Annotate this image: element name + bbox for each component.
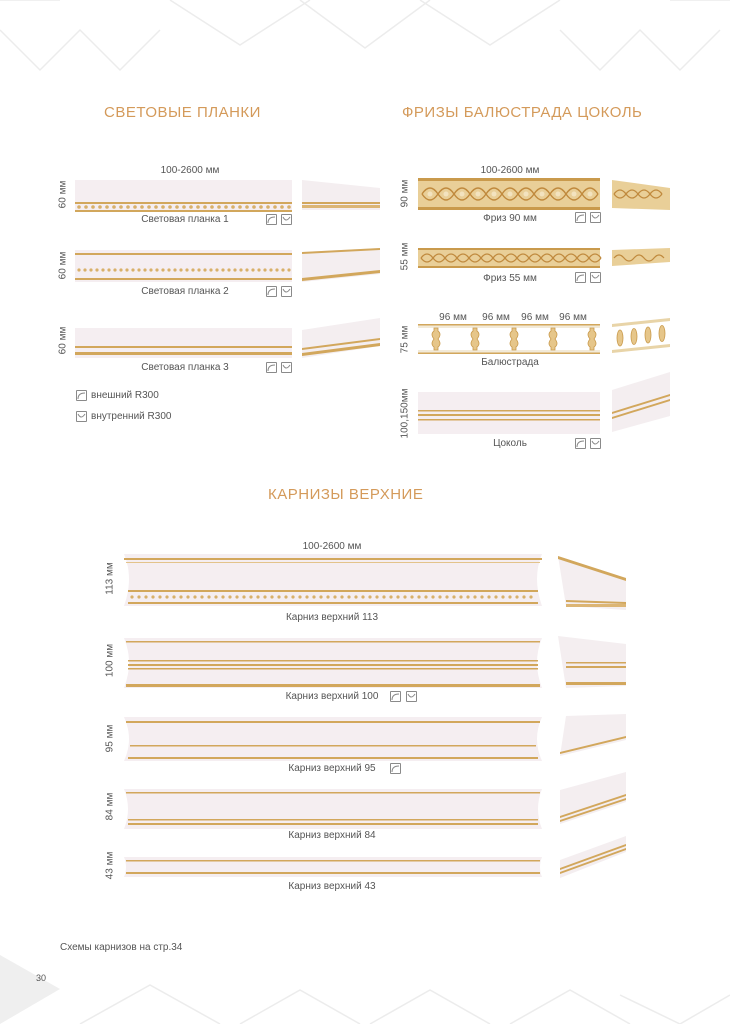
frieze-90-name: Фриз 90 мм (483, 213, 537, 224)
plank-2-height: 60 мм (57, 251, 69, 280)
outer-radius-icon (575, 212, 586, 223)
cornice-84-name: Карниз верхний 84 (288, 830, 376, 841)
plank-3-height: 60 мм (57, 326, 69, 355)
plank-1-name: Световая планка 1 (141, 214, 229, 225)
plank-2-name: Световая планка 2 (141, 286, 229, 297)
plank-2-perspective (302, 248, 380, 282)
cornice-100-image (124, 638, 542, 688)
plank-1-perspective (302, 180, 380, 210)
inner-radius-icon (281, 286, 292, 297)
balustrade-spacing-4: 96 мм (559, 312, 587, 323)
plank-3-image (75, 328, 292, 358)
inner-radius-icon (281, 214, 292, 225)
balustrade-image (418, 324, 600, 354)
cornice-95-perspective (560, 714, 626, 756)
cornice-43-perspective (560, 836, 626, 878)
legend-inner-label: внутренний R300 (91, 411, 172, 423)
frieze-90-height: 90 мм (399, 179, 411, 208)
balustrade-spacing-3: 96 мм (521, 312, 549, 323)
frieze-90-image (418, 178, 600, 210)
cornice-100-height: 100 мм (104, 643, 116, 678)
legend-inner (76, 411, 171, 422)
page-number: 30 (36, 973, 47, 983)
inner-radius-icon (590, 438, 601, 449)
inner-radius-icon (590, 272, 601, 283)
outer-radius-icon (266, 362, 277, 373)
plinth-name: Цоколь (493, 438, 527, 449)
outer-radius-icon (266, 286, 277, 297)
plank-3-name: Световая планка 3 (141, 362, 229, 373)
balustrade-perspective (612, 318, 670, 354)
plank-3-perspective (302, 318, 380, 358)
frieze-55-perspective (612, 248, 670, 268)
balustrade-spacing-2: 96 мм (482, 312, 510, 323)
cornice-43-height: 43 мм (104, 851, 116, 880)
section-title-light-planks: СВЕТОВЫЕ ПЛАНКИ (104, 104, 261, 121)
inner-radius-icon (76, 411, 87, 422)
plinth-height: 100,150мм (399, 388, 411, 439)
cornice-84-image (124, 789, 542, 829)
cornice-84-height: 84 мм (104, 792, 116, 821)
inner-radius-icon (406, 691, 417, 702)
cornice-43-image (124, 857, 542, 877)
cornice-95-name: Карниз верхний 95 (288, 763, 376, 774)
plinth-image (418, 392, 600, 434)
legend-outer-label: внешний R300 (91, 390, 159, 402)
cornice-43-name: Карниз верхний 43 (288, 881, 376, 892)
balustrade-height: 75 мм (399, 325, 411, 354)
outer-radius-icon (390, 763, 401, 774)
cornice-113-image (124, 554, 542, 606)
frieze-55-name: Фриз 55 мм (483, 273, 537, 284)
inner-radius-icon (590, 212, 601, 223)
cornice-84-perspective (560, 772, 626, 824)
background-pattern-top (0, 0, 730, 80)
frieze-55-image (418, 248, 600, 268)
plank-1-image (75, 180, 292, 212)
cornice-113-height: 113 мм (104, 562, 116, 595)
plank-1-height: 60 мм (57, 180, 69, 209)
cornice-113-name: Карниз верхний 113 (285, 612, 379, 623)
background-pattern-bottom (0, 955, 730, 1024)
cornice-95-height: 95 мм (104, 724, 116, 753)
footer-note: Схемы карнизов на стр.34 (60, 942, 183, 953)
cornice-113-perspective (558, 556, 626, 610)
frieze-55-height: 55 мм (399, 242, 411, 271)
plank-2-image (75, 250, 292, 282)
plank-length-label: 100-2600 мм (160, 165, 220, 176)
outer-radius-icon (390, 691, 401, 702)
outer-radius-icon (76, 390, 87, 401)
balustrade-name: Балюстрада (481, 357, 539, 368)
plinth-perspective (612, 372, 670, 432)
cornice-100-name: Карниз верхний 100 (285, 691, 379, 702)
outer-radius-icon (575, 272, 586, 283)
section-title-friezes: ФРИЗЫ БАЛЮСТРАДА ЦОКОЛЬ (402, 104, 643, 121)
cornice-95-image (124, 717, 542, 761)
frieze-length-label: 100-2600 мм (480, 165, 540, 176)
legend-outer (76, 390, 159, 401)
outer-radius-icon (575, 438, 586, 449)
cornice-100-perspective (558, 636, 626, 688)
inner-radius-icon (281, 362, 292, 373)
balustrade-spacing-1: 96 мм (439, 312, 467, 323)
cornice-length-label: 100-2600 мм (302, 541, 362, 552)
section-title-cornices: КАРНИЗЫ ВЕРХНИЕ (268, 486, 424, 503)
frieze-90-perspective (612, 180, 670, 210)
outer-radius-icon (266, 214, 277, 225)
